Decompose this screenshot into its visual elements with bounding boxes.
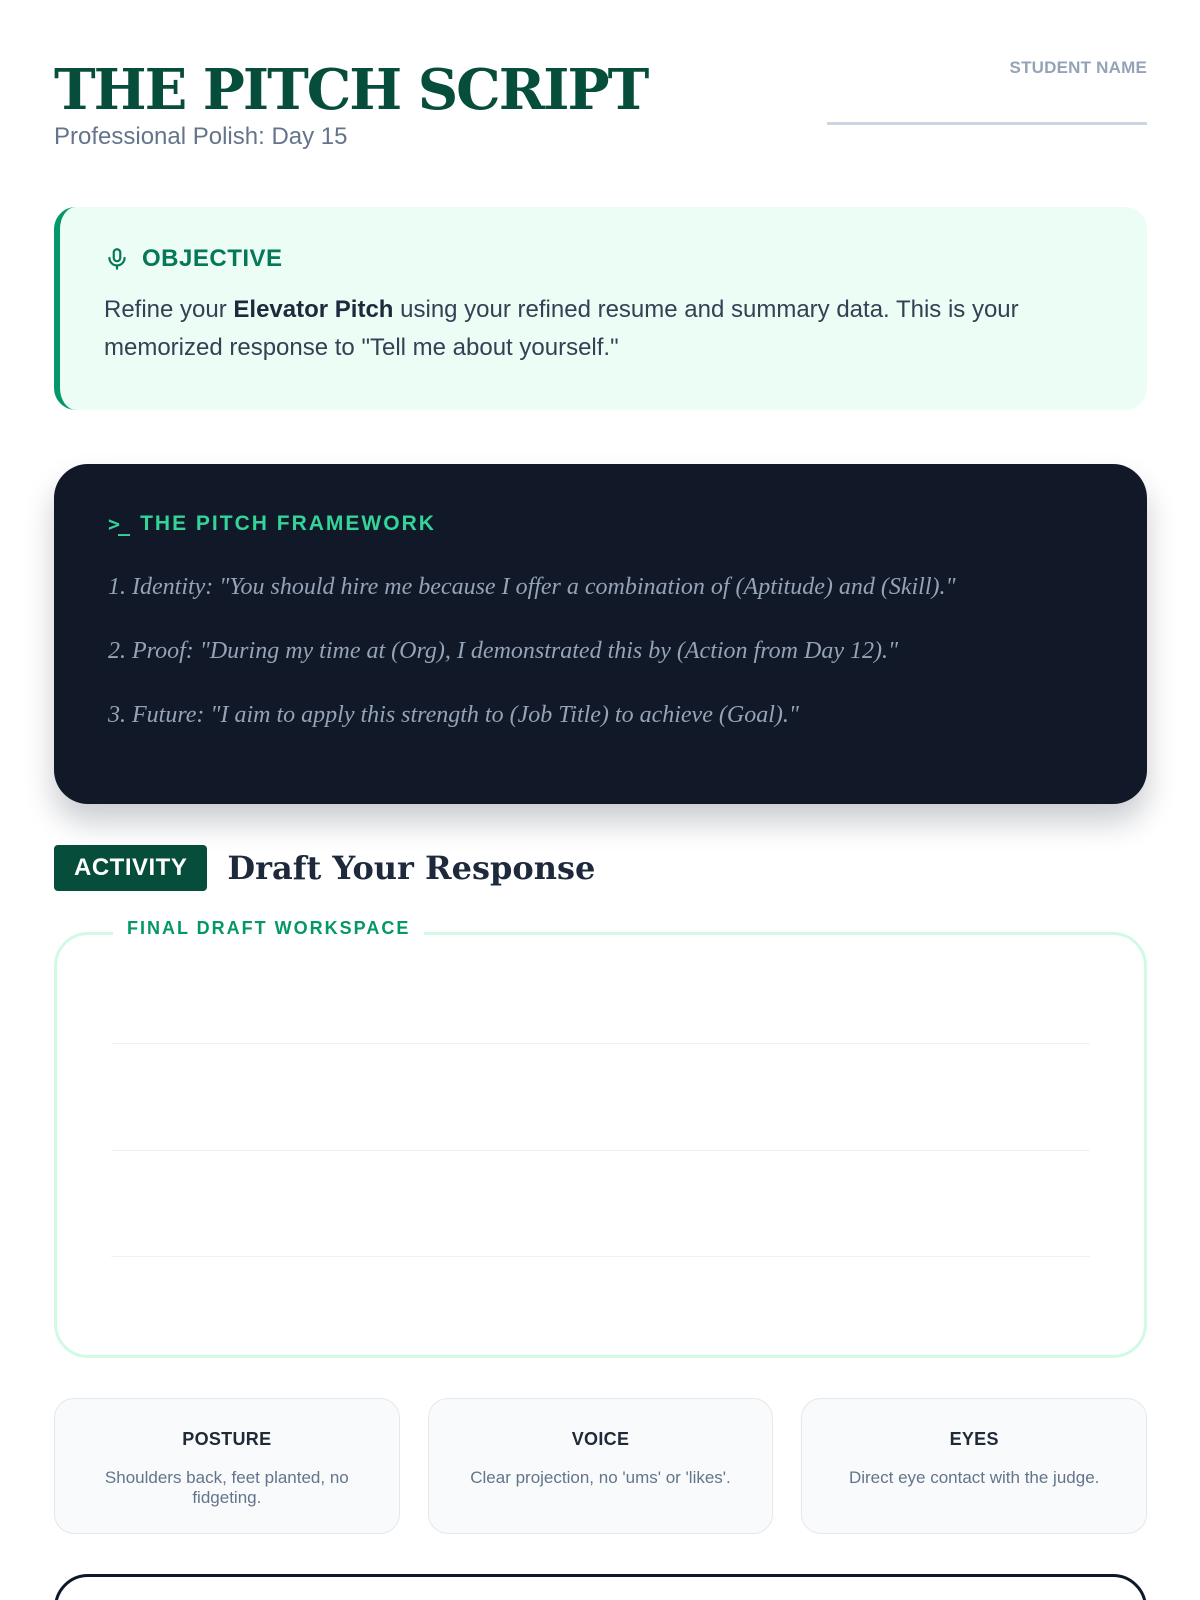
tip-title: POSTURE	[182, 1429, 272, 1449]
objective-text-end: using your refined resume and summary data. This is your memorized response to "Tell me about yourself."	[104, 296, 1019, 361]
framework-item: 2. Proof: "During my time at (Org), I demonstrated this by (Action from Day 12)."	[108, 638, 899, 664]
workspace-label: FINAL DRAFT WORKSPACE	[113, 918, 424, 939]
activity-title: Draft Your Response	[227, 849, 596, 887]
objective-text-start: Refine your	[104, 296, 234, 323]
tip-title: VOICE	[571, 1429, 630, 1449]
objective-text	[104, 291, 1103, 367]
page-header	[54, 58, 1147, 158]
microphone-icon	[104, 246, 130, 272]
page-subtitle: Professional Polish: Day 15	[54, 123, 348, 150]
framework-heading: THE PITCH FRAMEWORK	[140, 512, 436, 535]
next-section-box	[54, 1574, 1147, 1600]
student-name-block	[827, 58, 1147, 125]
objective-panel	[54, 207, 1147, 410]
objective-text-bold: Elevator Pitch	[233, 296, 394, 323]
pitch-framework-panel	[54, 464, 1147, 804]
tip-title: EYES	[949, 1429, 999, 1449]
tip-text: Clear projection, no 'ums' or 'likes'.	[470, 1468, 731, 1487]
tip-text: Direct eye contact with the judge.	[848, 1468, 1100, 1487]
writing-line	[111, 1256, 1090, 1257]
activity-badge: ACTIVITY	[54, 845, 207, 891]
objective-heading: OBJECTIVE	[142, 245, 283, 272]
student-name-field[interactable]	[827, 122, 1147, 125]
writing-line	[111, 1043, 1090, 1044]
delivery-tips	[54, 1398, 1147, 1534]
terminal-prompt-icon: >_	[108, 512, 129, 536]
writing-line	[111, 1150, 1090, 1151]
objective-heading-row	[104, 245, 1103, 273]
activity-header	[54, 845, 595, 891]
final-draft-workspace[interactable]	[54, 918, 1147, 1358]
framework-item: 3. Future: "I aim to apply this strength to (Job Title) to achieve (Goal)."	[108, 702, 799, 728]
tip-text: Shoulders back, feet planted, no fidgeting.	[104, 1468, 349, 1507]
tip-card-eyes	[801, 1398, 1147, 1534]
page-title: THE PITCH SCRIPT	[54, 57, 648, 123]
framework-item: 1. Identity: "You should hire me because I offer a combination of (Aptitude) and (Skill)."	[108, 574, 956, 600]
framework-heading-row	[108, 512, 1093, 536]
framework-list	[108, 572, 1093, 730]
tip-card-voice	[428, 1398, 774, 1534]
tip-card-posture	[54, 1398, 400, 1534]
student-name-label: STUDENT NAME	[1009, 58, 1147, 77]
